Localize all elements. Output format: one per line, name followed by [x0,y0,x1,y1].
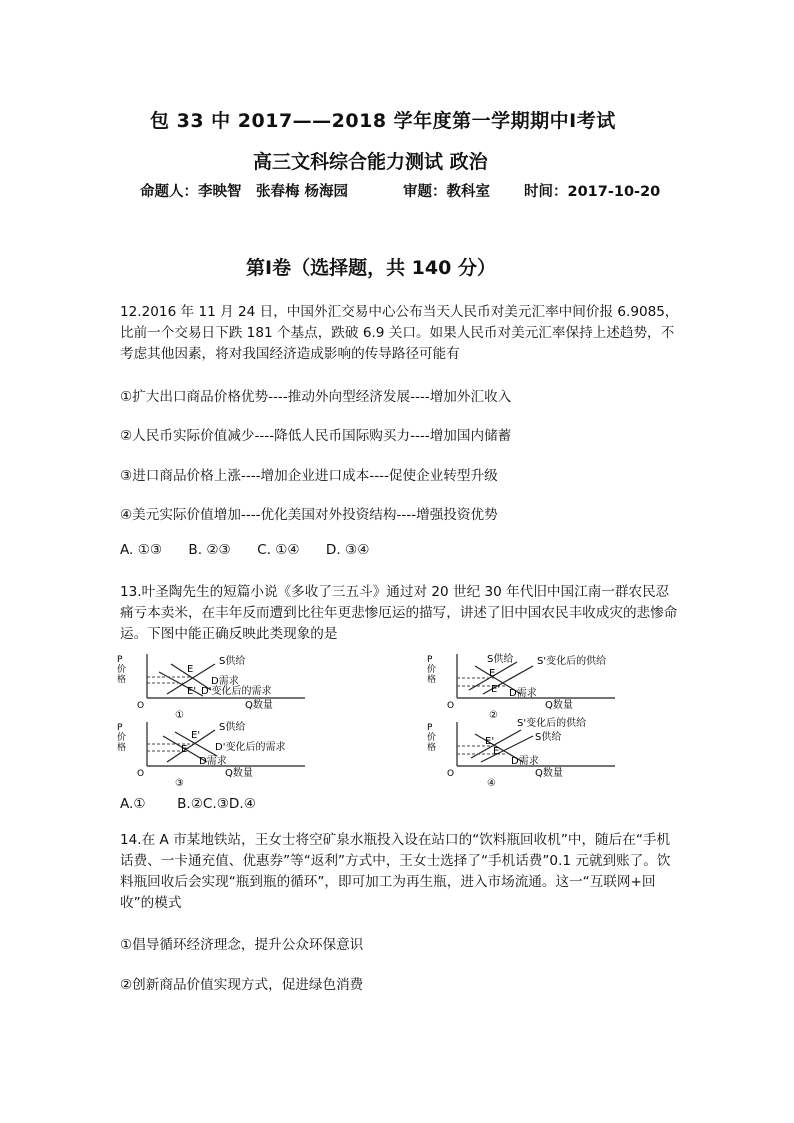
graph-4-number: ④ [487,778,496,789]
q12-statement-2: ②人民币实际价值减少----降低人民币国际购买力----增加国内储蓄 [120,428,512,444]
graph-3-origin: O [137,769,145,779]
graph-3-d-label: D需求 [199,756,227,767]
exam-setters: 命题人：李映智 张春梅 杨海园 [140,184,349,200]
exam-subtitle: 高三文科综合能力测试 政治 [253,151,488,173]
graph-3-p-label: P [117,723,123,733]
q12-stem: 12.2016 年 11 月 24 日，中国外汇交易中心公布当天人民币对美元汇率中间价报 6.9085，比前一个交易日下跌 181 个基点，跌破 6.9 关口。如果人民币对美元汇率保持上述趋势，不考虑其他因素，将对我国经济造成影响的传导路径可能有 [120,304,679,362]
graph-3-p-text: 价 [117,733,127,743]
graph-2-e2-label: E' [491,684,501,695]
graph-2-q-label: Q数量 [545,700,573,711]
graph-2-p-text2: 格 [427,675,437,685]
graph-2-s2-label: S'变化后的供给 [537,656,607,667]
graph-2-p-label: P [427,655,433,665]
graph-4-p-label: P [427,723,433,733]
graph-3-e-label: E [181,744,188,755]
graph-1-p-label: P [117,655,123,665]
graph-4-e-label: E [493,746,500,757]
graph-3-d2-label: D'变化后的需求 [215,742,286,753]
graph-2-d-label: D需求 [509,688,537,699]
graph-3-s-label: S供给 [219,722,246,733]
q14-stem: 14.在 A 市某地铁站，王女士将空矿泉水瓶投入设在站口的“饮料瓶回收机”中，随后在“手机话费、一卡通充值、优惠券”等“返利”方式中，王女士选择了“手机话费”0.1 元就到账了。饮料瓶回收后会实现“瓶到瓶的循环”，即可加工为再生瓶，进入市场流通。这一“互联网+回收”的模式 [120,832,671,911]
q13-options[interactable]: A.① B.②C.③D.④ [120,796,256,812]
graph-1-number: ① [175,710,184,721]
graph-1-e2-label: E' [187,686,197,697]
q12-option-c[interactable]: C. ①④ [257,542,300,558]
q12-statement-1: ①扩大出口商品价格优势----推动外向型经济发展----增加外汇收入 [120,389,512,405]
graph-2 [425,650,625,722]
exam-title: 包 33 中 2017——2018 学年度第一学期期中Ⅰ考试 [150,110,616,132]
graph-2-number: ② [489,710,498,721]
q12-options [120,542,391,558]
exam-date: 时间：2017-10-20 [524,184,661,200]
graph-3-p-text2: 格 [117,743,127,753]
section-title: 第Ⅰ卷（选择题，共 140 分） [246,257,496,279]
q12-option-d[interactable]: D. ③④ [325,542,370,558]
graph-1-e-label: E [187,664,194,675]
graph-2-origin: O [447,701,455,711]
graph-4-p-text2: 格 [427,743,437,753]
graph-1-d-label: D需求 [211,676,239,687]
graph-1 [115,650,315,722]
graph-1-q-label: Q数量 [245,700,273,711]
graph-3-e2-label: E' [191,730,201,741]
q12-option-b[interactable]: B. ②③ [188,542,231,558]
graph-2-e-label: E [489,668,496,679]
graph-1-s-label: S供给 [219,656,246,667]
q14-statement-2: ②创新商品价值实现方式，促进绿色消费 [120,977,364,993]
graph-4-e2-label: E' [485,736,495,747]
q12-statement-4: ④美元实际价值增加----优化美国对外投资结构----增强投资优势 [120,507,498,523]
graph-1-p-text: 价 [117,665,127,675]
graph-4-d-label: D需求 [511,756,539,767]
graph-4-p-text: 价 [427,733,437,743]
graph-3-q-label: Q数量 [225,768,253,779]
q12-statement-3: ③进口商品价格上涨----增加企业进口成本----促使企业转型升级 [120,468,498,484]
q12-option-a[interactable]: A. ①③ [120,542,163,558]
graph-4-origin: O [447,769,455,779]
graph-3-number: ③ [175,778,184,789]
exam-review: 审题：教科室 [403,184,490,200]
graph-1-origin: O [137,701,145,711]
graph-1-p-text2: 格 [117,675,127,685]
q13-stem: 13.叶圣陶先生的短篇小说《多收了三五斗》通过对 20 世纪 30 年代旧中国江南一群农民忍痛亏本卖米，在丰年反而遭到比往年更悲惨厄运的描写，讲述了旧中国农民丰收成灾的悲惨命运。下图中能正确反映此类现象的是 [120,584,678,642]
graph-2-s-label: S供给 [487,654,514,665]
graph-4-s2-label: S'变化后的供给 [517,718,587,729]
q14-statement-1: ①倡导循环经济理念，提升公众环保意识 [120,937,364,953]
graph-1-d2-label: D'变化后的需求 [201,686,272,697]
graph-4-s-label: S供给 [535,732,562,743]
graph-4-q-label: Q数量 [535,768,563,779]
graph-4 [425,716,625,790]
graph-3 [115,718,335,790]
graph-2-p-text: 价 [427,665,437,675]
